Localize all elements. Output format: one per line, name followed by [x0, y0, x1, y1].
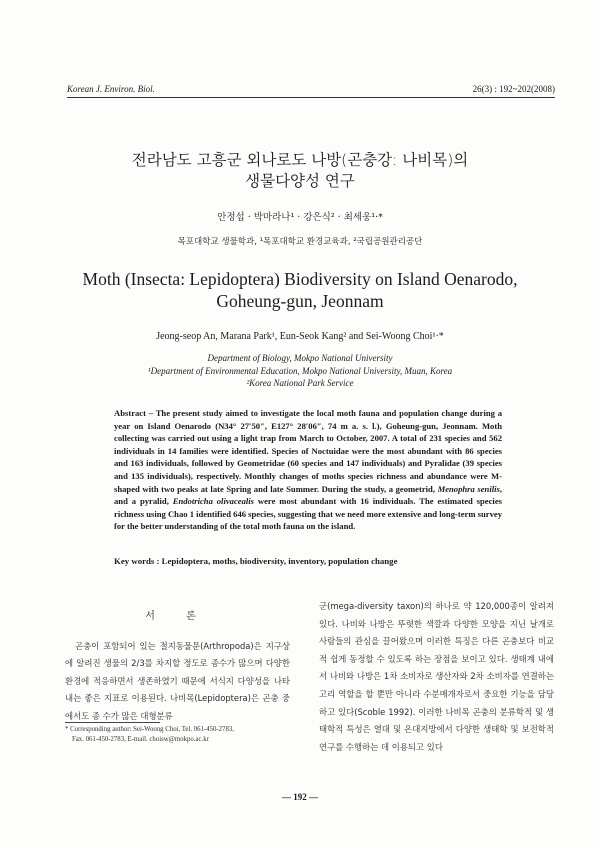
body-paragraph: 곤충이 포함되어 있는 절지동물문(Arthropoda)은 지구상에 알려진 생물의 2/3를 차지할 정도로 종수가 많으며 다양한 환경에 적응하면서 생존하였기 때문에 서식지 다양성을 나타내는 좋은 지표로 이용된다. 나비목(Lepidoptera)은 곤충 중에서도 종 수가 많은 대형분류: [65, 640, 290, 721]
affiliation-line: ²Korea National Park Service: [246, 378, 354, 388]
affiliation-line: ¹Department of Environmental Education, Mokpo National University, Muan, Korea: [147, 365, 453, 376]
body-paragraph: 군(mega-diversity taxon)의 하나로 약 120,000종이 알려져 있다. 나비와 나방은 뚜렷한 색깔과 다양한 모양을 지닌 날개로 사람들의 관심을 끌어왔으며 이러한 특징은 다른 곤충보다 비교적 쉽게 동정할 수 있도록 하는 장점을 보이고 있다. 생태계 내에서 나비와 나방은 1차 소비자로 생산자와 2차 소비자를 연결하는 고리 역할을 할 뿐만 아니라 수분매개자로서 중요한 기능을 담당하고 있다(Scoble 1992). 이러한 나비목 곤충의 분류학적 및 생태학적 특성은 열대 및 온대지방에서 다양한 생태학 및 보전학적 연구를 수행하는 데 이용되고 있다: [319, 601, 554, 752]
english-affiliations: [0, 352, 600, 390]
citation-info: 26(3) : 192~202(2008): [472, 84, 555, 94]
species-name: Endotricha olivacealis: [172, 496, 254, 507]
page-number: — 192 —: [282, 792, 318, 802]
footnote-divider: [65, 722, 160, 723]
species-name: Menophra senilis: [437, 483, 500, 494]
english-title: [0, 268, 600, 312]
keywords: Key words : Lepidoptera, moths, biodiversity, inventory, population change: [114, 556, 398, 566]
footnote-line: Fax. 061-450-2783, E-mail. choisw@mokpo.ac.kr: [72, 735, 209, 743]
running-header: [67, 84, 555, 98]
footnote-line: * Corresponding author: Sei-Woong Choi, Tel. 061-450-2783,: [65, 726, 234, 733]
section-heading: 서 론: [145, 611, 210, 622]
journal-name: Korean J. Environ. Biol.: [67, 84, 155, 94]
body-column-right: [319, 598, 554, 756]
body-column-left: [65, 598, 290, 726]
abstract-label: Abstract: [114, 408, 146, 418]
korean-authors: 안정섭 · 박마라나¹ · 강은식² · 최세웅¹·*: [217, 212, 383, 223]
footnote: [65, 722, 290, 744]
korean-title-line1: 전라남도 고흥군 외나로도 나방(곤충강: 나비목)의: [131, 151, 469, 169]
english-authors: Jeong-seop An, Marana Park¹, Eun-Seok Kang² and Sei-Woong Choi¹·*: [156, 331, 444, 342]
korean-affiliation: 목포대학교 생물학과, ¹목포대학교 환경교육과, ²국립공원관리공단: [177, 237, 423, 247]
english-title-line1: Moth (Insecta: Lepidoptera) Biodiversity on Island Oenarodo,: [82, 269, 518, 289]
abstract-text: were most abundant with 16 individuals. The estimated species richness using Chao 1 identified 646 species, suggesting that we need more extensive and long-term survey for the better understanding of the total moth fauna on the island.: [114, 496, 502, 532]
abstract-text: The present study aimed to investigate the local moth fauna and population change during a year on Island Oenarodo (N34° 27′50″, E127° 28′06″, 74 m a. s. l.), Goheung-gun, Jeonnam. Moth collecting was carried out using a light trap from March to October, 2007. A total of 231 species and 562 individuals in 14 families were identified. Species of Noctuidae were the most abundant with 86 species and 163 individuals, followed by Geometridae (60 species and 147 individuals) and Pyralidae (39 species and 135 individuals), respectively. Monthly changes of moths species richness and abundance were M-shaped with two peaks at late Spring and late Summer. During the study, a geometrid,: [114, 408, 502, 494]
korean-title-line2: 생물다양성 연구: [245, 172, 355, 190]
abstract-text: , and a pyralid,: [114, 483, 502, 507]
abstract: Abstract – The present study aimed to investigate the local moth fauna and population change during a year on Island Oenarodo (N34° 27′50″, E127° 28′06″, 74 m a. s. l.), Goheung-gun, Jeonnam. Moth collecting was carried out using a light trap from March to October, 2007. A total of 231 species and 562 individuals in 14 families were identified. Species of Noctuidae were the most abundant with 86 species and 163 individuals, followed by Geometridae (60 species and 147 individuals) and Pyralidae (39 species and 135 individuals), respectively. Monthly changes of moths species richness and abundance were M-shaped with two peaks at late Spring and late Summer. During the study, a geometrid, Menophra senilis, and a pyralid, Endotricha olivacealis were most abundant with 16 individuals. The estimated species richness using Chao 1 identified 646 species, suggesting that we need more extensive and long-term survey for the better understanding of the total moth fauna on the island.: [114, 408, 502, 532]
english-title-line2: Goheung-gun, Jeonnam: [216, 291, 384, 311]
korean-title: [0, 150, 600, 192]
affiliation-line: Department of Biology, Mokpo National University: [207, 353, 393, 363]
